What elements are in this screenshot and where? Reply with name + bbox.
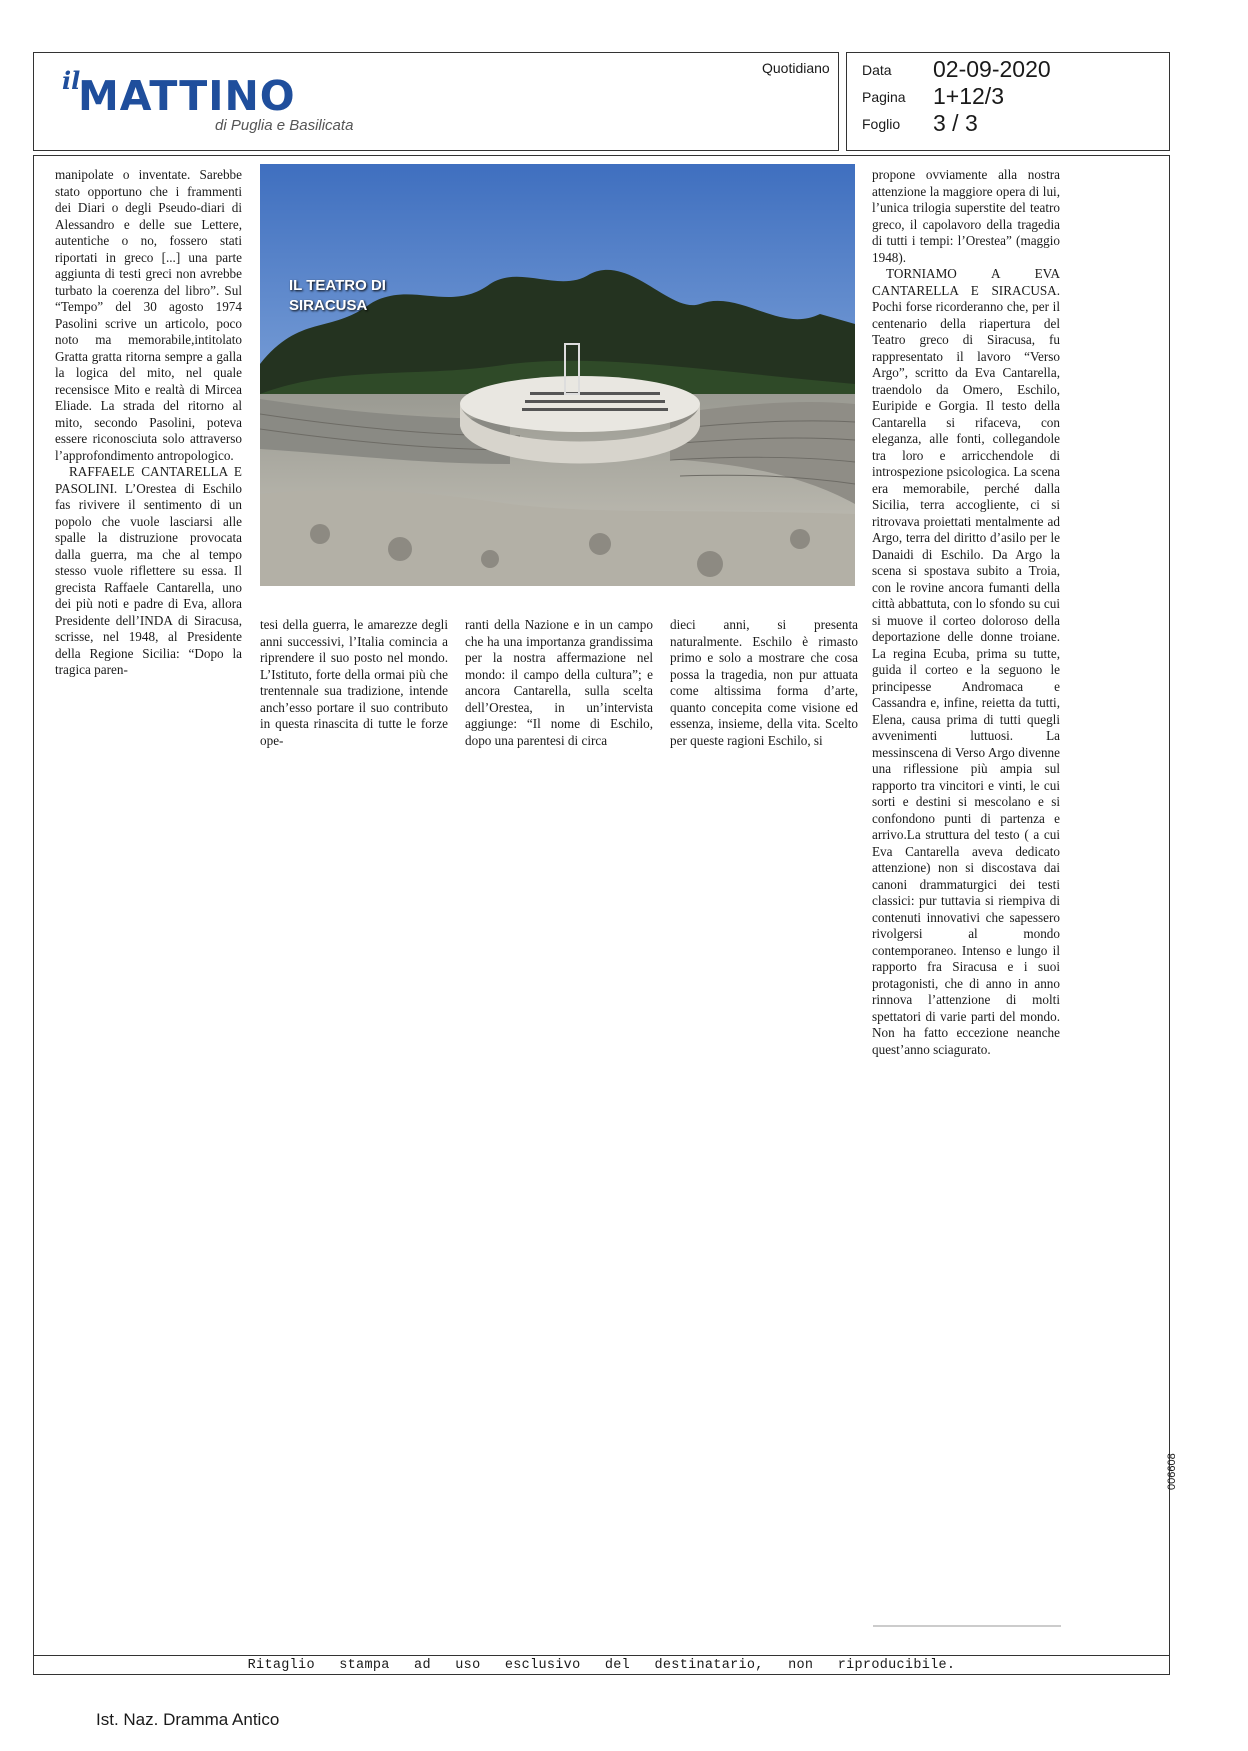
paragraph: dieci anni, si presenta naturalmente. Eschilo è rimasto primo e solo a mostrare che cosa possa la tragedia, non pur attuata come altissima forma d’arte, quanto concepita come visione ed essenza, insieme, della vita. Scelto per queste ragioni Eschilo, si [670, 617, 858, 748]
meta-label-data: Data [862, 62, 892, 78]
meta-value-pagina: 1+12/3 [933, 83, 1004, 109]
meta-value-data: 02-09-2020 [933, 56, 1051, 82]
logo-subtitle: di Puglia e Basilicata [215, 117, 354, 134]
meta-value-foglio: 3 / 3 [933, 110, 978, 136]
article-column-4 [670, 617, 858, 749]
paragraph: TORNIAMO A EVA CANTARELLA E SIRACUSA. Pochi forse ricorderanno che, per il centenario della riapertura del Teatro greco di Siracusa, fu rappresentato il lavoro “Verso Argo”, scritto da Eva Cantarella, traendolo da Omero, Eschilo, Euripide e Gorgia. Il testo della Cantarella si rifaceva, con eleganza, alle fonti, collegandole tra loro e arricchendole di introspezione psicologica. La scena era memorabile, perché dalla Sicilia, terra accogliente, ci si ritrovava proiettati mentalmente ad Argo, terra del diritto d’asilo per le Danaidi di Eschilo. Da Argo la scena si spostava subito a Troia, con le rovine ancora fumanti della città abbattuta, con lo sfondo su cui si muove il corteo doloroso della deportazione delle donne troiane. La regina Ecuba, prima su tutte, guida il corteo e la seguono le principesse Andromaca e Cassandra e, infine, reietta da tutti, Elena, causa prima di tutti quegli avvenimenti luttuosi. La messinscena di Verso Argo divenne una riflessione più ampia sul rapporto tra vincitori e vinti, le cui sorti e destini si mescolano e si confondono punti di partenza e arrivo.La struttura del testo ( a cui Eva Cantarella aveva dedicato attenzione) non si discostava dai canoni drammaturgici dei testi classici: pur tuttavia si riempiva di contenuti innovativi che sapessero rivolgersi al mondo contemporaneo. Intenso e lungo il rapporto fra Siracusa e i suoi protagonisti, che di anno in anno rinnova l’attenzione di molti spettatori di varie parti del mondo. Non ha fatto eccezione neanche quest’anno sciagurato. [872, 266, 1060, 1057]
photo-caption [289, 276, 386, 316]
logo-name-text: MATTINO [78, 72, 296, 120]
article-column-5 [872, 167, 1060, 1058]
article-column-3 [465, 617, 653, 749]
clipping-code: 006608 [1166, 1453, 1178, 1490]
logo-il-text: il [62, 66, 81, 95]
meta-label-foglio: Foglio [862, 116, 901, 132]
paragraph: ranti della Nazione e in un campo che ha una importanza grandissima per la nostra affermazione nel mondo: il campo della cultura”; e ancora Cantarella, sulla scelta dell’Orestea, in un’intervista aggiunge: “Il nome di Eschilo, dopo una parentesi di circa [465, 617, 653, 748]
article-column-2 [260, 617, 448, 749]
paragraph: tesi della guerra, le amarezze degli anni successivi, l’Italia comincia a riprendere il suo posto nel mondo. L’Istituto, forte della ormai più che trentennale sua tradizione, intende anch’esso portare il suo contributo in questa rinascita di tutte le forze ope- [260, 617, 448, 748]
caption-line-2: SIRACUSA [289, 297, 368, 314]
article-column-1 [55, 167, 242, 679]
column-end-rule [873, 1625, 1061, 1627]
siracusa-theatre-image [260, 164, 855, 586]
paragraph: manipolate o inventate. Sarebbe stato opportuno che i frammenti dei Diari o degli Pseudo-diari di Alessandro e delle sue Lettere, autentiche o no, fossero stati riportati in greco [...] una parte aggiunta di testi greci non avrebbe turbato la coerenza del libro”. Sul “Tempo” del 30 agosto 1974 Pasolini scrive un articolo, poco noto ma memorabile,intitolato Gratta gratta ritorna sempre a galla la logica del mito, nel quale recensisce Mito e realtà di Mircea Eliade. La strada del ritorno al mito, secondo Pasolini, poteva essere riconosciuta solo attraverso l’approfondimento antropologico. [55, 167, 242, 463]
copyright-disclaimer: Ritaglio stampa ad uso esclusivo del destinatario, non riproducibile. [247, 1658, 956, 1673]
meta-label-pagina: Pagina [862, 89, 906, 105]
paragraph: RAFFAELE CANTARELLA E PASOLINI. L’Orestea di Eschilo fas rivivere il sentimento di un popolo che vuole lasciarsi alle spalle la distruzione provocata dalla guerra, ma che al tempo stesso vuole riflettere su essa. Il grecista Raffaele Cantarella, uno dei più noti e padre di Eva, allora Presidente dell’INDA di Siracusa, scrisse, nel 1948, al Presidente della Regione Sicilia: “Dopo la tragica paren- [55, 464, 242, 677]
caption-line-1: IL TEATRO DI [289, 277, 386, 294]
publication-type: Quotidiano [762, 60, 830, 76]
recipient-name: Ist. Naz. Dramma Antico [96, 1710, 280, 1729]
theatre-photo [260, 164, 855, 586]
paragraph: propone ovviamente alla nostra attenzione la maggiore opera di lui, l’unica trilogia superstite del teatro greco, il capolavoro della tragedia di tutti i tempi: l’Orestea” (maggio 1948). [872, 167, 1060, 265]
